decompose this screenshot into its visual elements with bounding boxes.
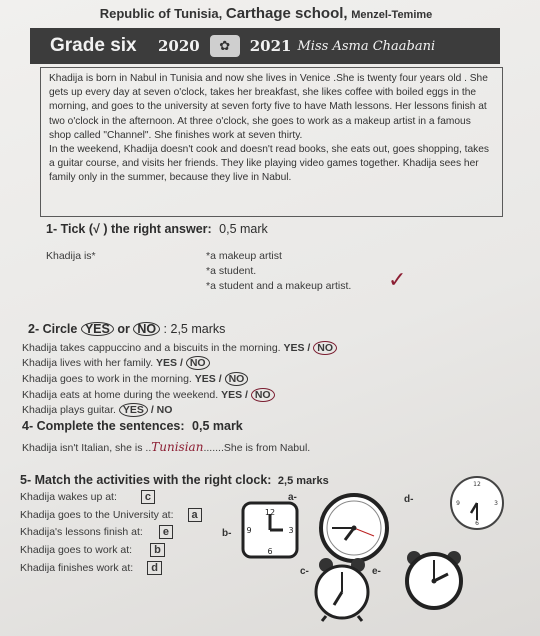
q2-item-4 xyxy=(22,388,275,402)
q5-item-5 xyxy=(20,561,162,575)
clock-label-c: c- xyxy=(300,566,309,577)
grade-banner xyxy=(30,28,500,64)
q4-heading xyxy=(22,419,243,433)
svg-text:9: 9 xyxy=(246,526,252,535)
clock-d-icon xyxy=(448,474,506,532)
q5-item-1-text: Khadija wakes up at: xyxy=(20,491,117,503)
q5-item-5-answer: d xyxy=(147,561,162,575)
q1-option-3: *a student and a makeup artist. xyxy=(206,280,352,292)
q2-item-4-no-circled: NO xyxy=(251,388,275,402)
q5-item-1-answer: c xyxy=(141,490,155,504)
school-logo-icon: ✿ xyxy=(210,35,240,57)
q5-mark: 2,5 marks xyxy=(277,475,329,487)
clock-label-a: a- xyxy=(288,492,297,503)
q2-item-2 xyxy=(22,356,210,370)
q1-stem: Khadija is* xyxy=(46,250,96,262)
q2-item-3-yes: YES / xyxy=(194,373,222,385)
school-name: Carthage school, xyxy=(225,5,348,22)
q2-item-3-text: Khadija goes to work in the morning. xyxy=(22,373,192,385)
q4-handwritten-answer: Tunisian xyxy=(151,440,204,454)
q5-item-3-answer: e xyxy=(159,525,173,539)
svg-text:3: 3 xyxy=(288,526,294,535)
q2-item-2-yes: YES / xyxy=(156,357,183,369)
clock-label-e: e- xyxy=(372,566,381,577)
q4-title: 4- Complete the sentences: xyxy=(22,419,185,433)
q2-or: or xyxy=(117,322,130,336)
q5-heading xyxy=(20,473,329,487)
q2-no-circled: NO xyxy=(133,322,160,336)
q2-item-2-no-circled: NO xyxy=(186,356,210,370)
q2-item-2-text: Khadija lives with her family. xyxy=(22,357,154,369)
grade-title: Grade six xyxy=(50,35,137,56)
q5-item-3 xyxy=(20,525,173,539)
q2-item-3-no-circled: NO xyxy=(225,372,249,386)
q2-heading xyxy=(28,322,225,336)
q5-item-2 xyxy=(20,508,202,522)
passage-paragraph-2: In the weekend, Khadija doesn't cook and doesn't read books, she eats out, goes shopping, takes a guitar course, and visits her friends. They like playing video games together. Khadija sees her family only in the summer, because they live in Nabul. xyxy=(49,144,489,184)
q1-title: 1- Tick (√ ) the right answer: xyxy=(46,222,212,236)
passage-paragraph-1: Khadija is born in Nabul in Tunisia and now she lives in Venice .She is twenty four years old . She gets up every day at seven o'clock, takes her breakfast, she likes coffee with boiled eggs in the morning, and goes to the university at seven forty five to have Math lessons. Her lessons finish at two o'clock in the afternoon. At three o'clock, she goes to work as a makeup artist in a famous shop called "Channel". She finishes work at seven thirty. xyxy=(49,73,488,141)
q4-sentence-post: .......She is from Nabul. xyxy=(203,442,311,454)
q2-item-1 xyxy=(22,341,337,355)
q2-item-5-no: / NO xyxy=(150,404,173,416)
svg-text:12: 12 xyxy=(264,508,276,517)
svg-text:3: 3 xyxy=(494,500,498,507)
q2-item-5-yes-circled: YES xyxy=(119,403,148,417)
q5-item-1 xyxy=(20,490,155,504)
year-end: 2021 xyxy=(249,37,292,55)
q1-heading xyxy=(46,222,268,236)
svg-text:9: 9 xyxy=(456,500,460,507)
q2-item-5 xyxy=(22,403,172,417)
q2-item-3 xyxy=(22,372,248,386)
clock-label-b: b- xyxy=(222,528,232,539)
q1-option-1: *a makeup artist xyxy=(206,250,282,262)
q2-item-5-text: Khadija plays guitar. xyxy=(22,404,116,416)
q5-item-4-answer: b xyxy=(150,543,165,557)
clock-a-icon xyxy=(318,492,390,564)
clock-b-icon xyxy=(240,500,300,560)
clock-c-alarm-icon xyxy=(312,556,372,622)
q1-option-2: *a student. xyxy=(206,265,257,277)
q5-item-2-text: Khadija goes to the University at: xyxy=(20,509,174,521)
svg-text:6: 6 xyxy=(267,547,273,556)
clock-label-d: d- xyxy=(404,494,414,505)
q2-title-pre: 2- Circle xyxy=(28,322,78,336)
year-start: 2020 xyxy=(158,37,200,55)
svg-text:12: 12 xyxy=(473,481,481,488)
q5-item-3-text: Khadija's lessons finish at: xyxy=(20,526,143,538)
q2-item-1-no-circled: NO xyxy=(313,341,337,355)
tick-mark-icon: ✓ xyxy=(388,268,407,293)
q5-item-4 xyxy=(20,543,165,557)
q4-sentence xyxy=(22,440,310,454)
q2-yes-circled: YES xyxy=(81,322,114,336)
school-header xyxy=(56,5,476,22)
q5-title: 5- Match the activities with the right clock: xyxy=(20,473,272,487)
q2-item-4-yes: YES / xyxy=(221,389,248,401)
q4-sentence-pre: Khadija isn't Italian, she is .. xyxy=(22,442,152,454)
q2-item-4-text: Khadija eats at home during the weekend. xyxy=(22,389,219,401)
teacher-name: Miss Asma Chaabani xyxy=(297,38,436,54)
q2-item-1-yes: YES / xyxy=(283,342,311,354)
q1-mark: 0,5 mark xyxy=(219,222,268,236)
q5-item-5-text: Khadija finishes work at: xyxy=(20,562,134,574)
republic-text: Republic of Tunisia, xyxy=(99,6,223,21)
town-name: Menzel-Temime xyxy=(351,9,433,21)
reading-passage xyxy=(40,67,503,217)
clock-e-alarm-icon xyxy=(400,548,468,610)
q2-item-1-text: Khadija takes cappuccino and a biscuits in the morning. xyxy=(22,342,281,354)
q4-mark: 0,5 mark xyxy=(192,419,243,433)
q5-item-2-answer: a xyxy=(188,508,202,522)
q5-item-4-text: Khadija goes to work at: xyxy=(20,544,133,556)
svg-text:6: 6 xyxy=(475,520,479,527)
q2-mark: : 2,5 marks xyxy=(163,322,226,336)
